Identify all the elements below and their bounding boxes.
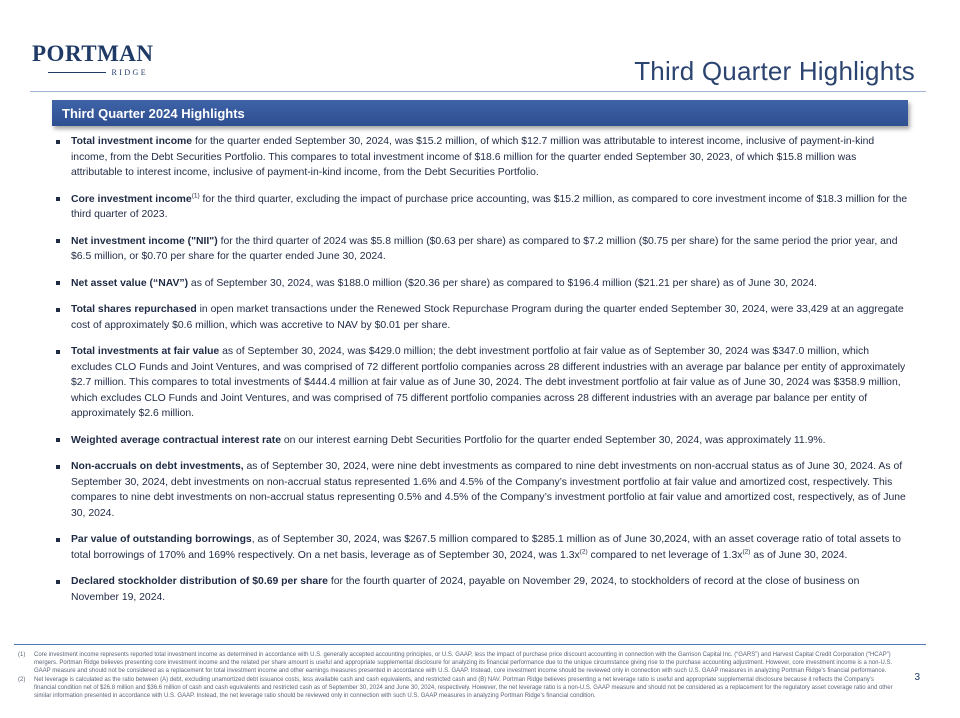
bullet-body: for the third quarter of 2024 was $5.8 million ($0.63 per share) as compared to $7.2 million ($0.75 per share) for the same period the prior year, and $6.5 million, or $0.70 per share for the quarter ended June 30, 2024. [71, 235, 898, 262]
title-divider [30, 91, 926, 92]
highlights-list [56, 134, 908, 616]
logo-rule [48, 72, 106, 73]
bullet-body: in open market transactions under the Renewed Stock Repurchase Program during the quarter ended September 30, 2024, were 33,429 at an aggregate cost of approximately $0.6 million, which was accretive to NAV by $0.01 per share. [71, 304, 904, 331]
bullet-body: , as of September 30, 2024, was $267.5 million compared to $285.1 million as of June 30,2024, with an asset coverage ratio of total assets to total borrowings of 170% and 169% respectively. On a net basis, leverage as of September 30, 2024, was 1.3x [71, 534, 901, 561]
highlight-non-accruals [56, 459, 908, 521]
section-header [52, 100, 908, 126]
highlight-total-investments [56, 344, 908, 422]
logo-subline [32, 67, 148, 77]
footnote-ref: (2) [742, 548, 751, 556]
footer-divider [14, 644, 926, 645]
bullet-body: as of September 30, 2024, was $429.0 million; the debt investment portfolio at fair value as of September 30, 2024 was $347.0 million, which excludes CLO Funds and Joint Ventures, and was comprised of 72 different portfolio companies across 28 different industries with an average par balance per entity of approximately $2.7 million. This compares to total investments of $444.4 million at fair value as of June 30, 2024. The debt investment portfolio at fair value as of June 30, 2024 was $358.9 million, which excludes CLO Funds and Joint Ventures, and was comprised of 75 different portfolio companies across 28 different industries with an average par balance per entity of approximately $2.6 million. [71, 346, 906, 419]
logo-wordmark: PORTMAN [32, 41, 154, 66]
highlight-shares-repurchased [56, 302, 908, 333]
footnote-text: Net leverage is calculated as the ratio between (A) debt, excluding unamortized debt issuance costs, less available cash and cash equivalents, and restricted cash and (B) NAV. Portman Ridge believes presenting a net leverage ratio is useful and appropriate supplemental disclosure because it reflects the Company’s financial condition net of $26.8 million and $36.6 million of cash and cash equivalents and restricted cash as of September 30, 2024 and June 30, 2024, respectively. However, the net leverage ratio is a non-U.S. GAAP measure and should not be considered as a replacement for the regulatory asset coverage ratio and other similar information presented in accordance with U.S. GAAP. Instead, the net leverage ratio should be reviewed only in connection with such U.S. GAAP measures in analyzing Portman Ridge’s financial condition. [34, 677, 893, 700]
highlight-distribution [56, 574, 908, 605]
footnote-text: Core investment income represents reported total investment income as determined in accordance with U.S. generally accepted accounting principles, or U.S. GAAP, less the impact of purchase price discount accounting in connection with the Garrison Capital Inc. (“GARS”) and Harvest Capital Credit Corporation (“HCAP”) mergers. Portman Ridge believes presenting core investment income and the related per share amount is useful and appropriate supplemental disclosure for analyzing its financial performance due to the unique circumstance giving rise to the purchase accounting adjustment. However, core investment income is a non-U.S. GAAP measure and should not be considered as a replacement for total investment income and other earnings measures presented in accordance with U.S. GAAP. Instead, core investment income should be reviewed only in connection with such U.S. GAAP measures in analyzing Portman Ridge’s financial performance. [34, 652, 893, 675]
bullet-lead: Net investment income ("NII") [71, 235, 218, 247]
bullet-lead: Net asset value (“NAV”) [71, 277, 189, 289]
bullet-lead: Core investment income [71, 193, 192, 205]
highlight-total-investment-income [56, 134, 908, 181]
highlight-net-asset-value [56, 276, 908, 292]
bullet-body: as of September 30, 2024, were nine debt investments as compared to nine debt investments on non-accrual status as of June 30, 2024. As of September 30, 2024, debt investments on non-accrual status represented 1.6% and 4.5% of the Company’s investment portfolio at fair value and amortized cost, respectively. This compares to nine debt investments on non-accrual status representing 0.5% and 4.5% of the Company’s investment portfolio at fair value and amortized cost, respectively, as of June 30, 2024. [71, 461, 906, 519]
portman-ridge-logo [32, 41, 154, 77]
footnote-2 [18, 676, 894, 700]
bullet-lead: Total investments at fair value [71, 346, 220, 357]
logo-subtext: RIDGE [111, 67, 148, 77]
bullet-body: as of September 30, 2024, was $188.0 million ($20.36 per share) as compared to $196.4 million ($21.21 per share) as of June 30, 2024. [188, 277, 818, 289]
highlight-interest-rate [56, 433, 908, 449]
section-header-label: Third Quarter 2024 Highlights [62, 105, 245, 121]
bullet-body: for the fourth quarter of 2024, payable on November 29, 2024, to stockholders of record at the close of business on November 19, 2024. [71, 576, 860, 603]
highlight-borrowings [56, 532, 908, 563]
footnote-ref: (2) [579, 548, 588, 556]
bullet-lead: Non-accruals on debt investments, [71, 461, 244, 472]
bullet-body: as of June 30, 2024. [750, 549, 848, 561]
bullet-body: compared to net leverage of 1.3x [587, 549, 743, 561]
bullet-lead: Par value of outstanding borrowings [71, 534, 252, 545]
footnote-1 [18, 651, 894, 675]
footnote-number: (2) [18, 677, 26, 684]
footnote-ref: (1) [191, 192, 200, 200]
footnotes [18, 651, 894, 702]
bullet-body: on our interest earning Debt Securities Portfolio for the quarter ended September 30, 2024, was approximately 11.9%. [281, 434, 826, 446]
highlight-net-investment-income [56, 234, 908, 265]
bullet-lead: Declared stockholder distribution of $0.69 per share [71, 576, 328, 587]
highlight-core-investment-income [56, 192, 908, 223]
page-number: 3 [914, 672, 920, 683]
footnote-number: (1) [18, 652, 26, 658]
page-title: Third Quarter Highlights [634, 56, 915, 86]
bullet-body: for the quarter ended September 30, 2024, was $15.2 million, of which $12.7 million was attributable to interest income, inclusive of payment-in-kind income, from the Debt Securities Portfolio. This compares to total investment income of $18.6 million for the quarter ended September 30, 2023, of which $15.8 million was attributable to interest income, inclusive of payment-in-kind income, from the Debt Securities Portfolio. [71, 136, 875, 178]
bullet-lead: Weighted average contractual interest rate [71, 434, 281, 446]
bullet-body: for the third quarter, excluding the impact of purchase price accounting, was $15.2 million, as compared to core investment income of $18.3 million for the third quarter of 2023. [71, 193, 908, 220]
bullet-lead: Total investment income [71, 136, 193, 147]
bullet-lead: Total shares repurchased [71, 304, 197, 315]
